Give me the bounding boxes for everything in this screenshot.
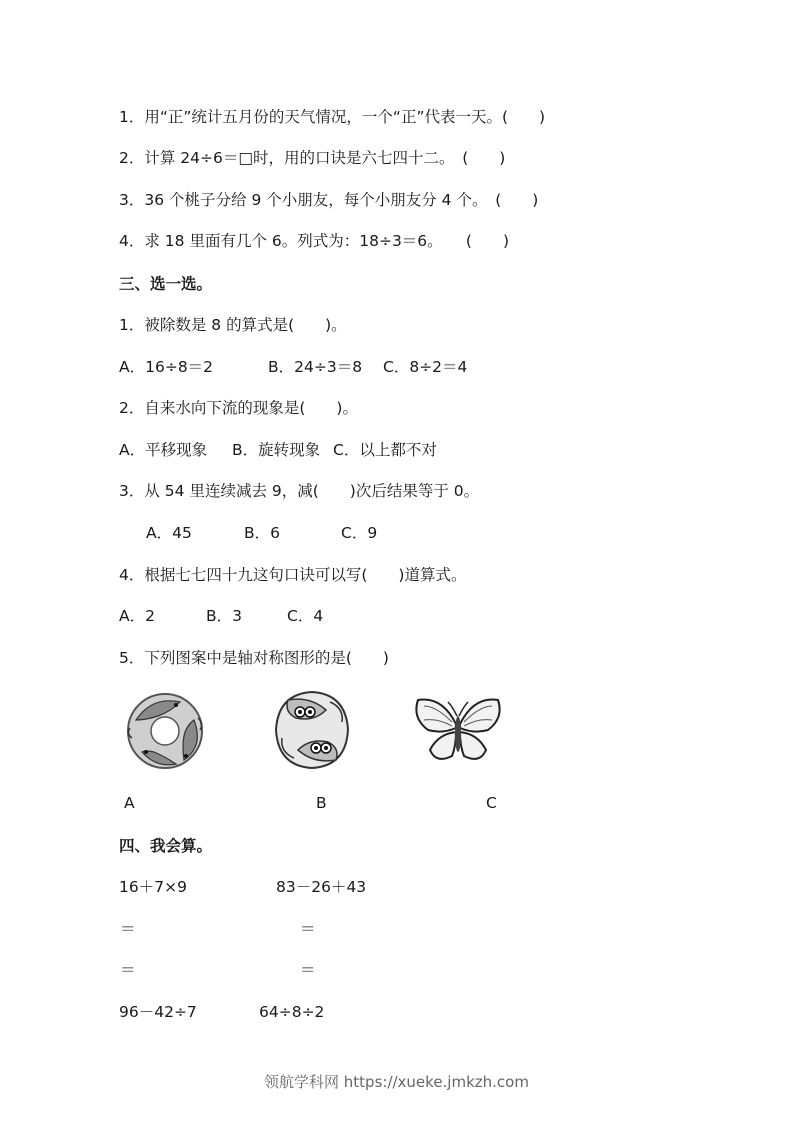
picture-label-b: B bbox=[316, 794, 327, 812]
butterfly-icon bbox=[412, 694, 504, 768]
q2-option-a: A．平移现象 bbox=[119, 441, 208, 459]
equals-sign: ＝ bbox=[300, 920, 316, 938]
choice-question-5: 5．下列图案中是轴对称图形的是( ) bbox=[119, 649, 389, 667]
footer-watermark: 领航学科网 https://xueke.jmkzh.com bbox=[264, 1073, 529, 1091]
calc-expression-1: 16＋7×9 bbox=[119, 878, 187, 896]
q4-option-c: C．4 bbox=[287, 607, 324, 625]
judge-question-2: 2．计算 24÷6＝□时，用的口诀是六七四十二。 ( ) bbox=[119, 149, 506, 167]
calc-expression-2: 83－26＋43 bbox=[276, 878, 367, 896]
goldfish-pair-icon bbox=[270, 688, 354, 772]
picture-label-c: C bbox=[486, 794, 497, 812]
equals-sign: ＝ bbox=[120, 920, 136, 938]
q4-option-a: A．2 bbox=[119, 607, 155, 625]
choice-question-4: 4．根据七七四十九这句口诀可以写( )道算式。 bbox=[119, 566, 467, 584]
q4-option-b: B．3 bbox=[206, 607, 242, 625]
choice-question-1: 1．被除数是 8 的算式是( )。 bbox=[119, 316, 347, 334]
q3-option-b: B．6 bbox=[244, 524, 280, 542]
equals-sign: ＝ bbox=[120, 961, 136, 979]
q3-option-a: A．45 bbox=[146, 524, 192, 542]
calc-expression-4: 64÷8÷2 bbox=[259, 1003, 325, 1021]
q2-option-b: B．旋转现象 bbox=[232, 441, 321, 459]
q2-option-c: C．以上都不对 bbox=[333, 441, 437, 459]
equals-sign: ＝ bbox=[300, 961, 316, 979]
judge-question-1: 1．用“正”统计五月份的天气情况，一个“正”代表一天。( ) bbox=[119, 108, 546, 126]
q1-option-c: C．8÷2＝4 bbox=[383, 358, 468, 376]
q1-option-a: A．16÷8＝2 bbox=[119, 358, 214, 376]
picture-label-a: A bbox=[124, 794, 135, 812]
judge-question-3: 3．36 个桃子分给 9 个小朋友，每个小朋友分 4 个。 ( ) bbox=[119, 191, 539, 209]
koi-fish-circle-icon bbox=[122, 690, 208, 772]
section-4-heading: 四、我会算。 bbox=[119, 837, 213, 855]
judge-question-4: 4．求 18 里面有几个 6。列式为：18÷3＝6。 ( ) bbox=[119, 232, 510, 250]
section-3-heading: 三、选一选。 bbox=[119, 275, 213, 293]
calc-expression-3: 96－42÷7 bbox=[119, 1003, 197, 1021]
q3-option-c: C．9 bbox=[341, 524, 378, 542]
choice-question-2: 2．自来水向下流的现象是( )。 bbox=[119, 399, 358, 417]
q1-option-b: B．24÷3＝8 bbox=[268, 358, 363, 376]
choice-question-3: 3．从 54 里连续减去 9，减( )次后结果等于 0。 bbox=[119, 482, 480, 500]
